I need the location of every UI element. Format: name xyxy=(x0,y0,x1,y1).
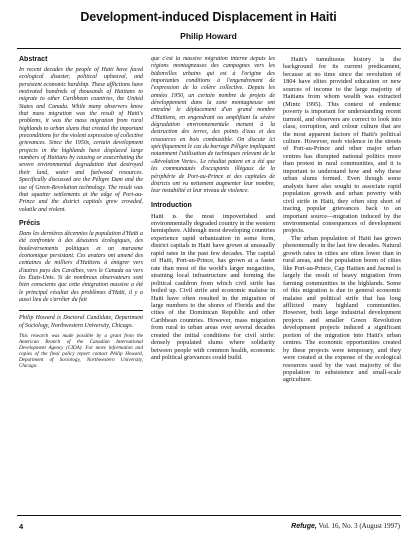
journal-name: Refuge, xyxy=(291,523,317,530)
precis-heading: Précis xyxy=(19,219,41,227)
page-number: 4 xyxy=(19,522,24,531)
column-middle xyxy=(151,56,275,504)
introduction-heading: Introduction xyxy=(151,201,192,209)
precis-text-part-1: Dans les dernières décennies la population d'Haïti a été confrontée à des désastres écologiques, des bouleversements politiques et un marasme économique persistant. Ces avatars ont amené des centaines de milliers d'Haïtiens à émigrer vers d'autres pays des Caraïbes, vers le Canada ou vers les États-Unis. Si de nombreux observateurs sont bien conscients que cette émigration massive a été le principal résultat des problèmes d'Haïti, il y a aussi lieu de s'arrêter du fait xyxy=(19,230,143,303)
introduction-text-part-3: The urban population of Haiti has grown phenomenally in the last few decades. Natural growth rates in cities are often lower than in rural areas, and the population boom of cities like Port-au-Prince, Cap Haitien and Jacmel is largely the result of heavy migration from farming communities in the highlands. Some of this migration is due to general economic malaise and political strife that has long afflicted many highland communities. However, both large industrial development projects and smaller Green Revolution development projects induced a significant portion of the migration into Haiti's urban centres. The economic opportunities created by these projects were temporary, and they were created at the expense of the ecological resources used by the vast majority of the population in subsistence and small-scale agriculture. xyxy=(283,234,401,384)
introduction-text-part-1: Haiti is the most impoverished and environmentally degraded country in the western hemisphere. Although most developing countries experience rapid urbanization in some form, district capitals in Haiti have grown at unusually rapid rates in the past few decades. The capital of Haiti, Port-au-Prince, has grown at a faster rate than most of the world's larger megacities, straining local infrastructure and forming the political cauldron from which civil strife has boiled up. Civil strife and economic malaise in Haiti have often resulted in the migration of large numbers to the shores of Florida and the cities of the Dominican Republic and other Caribbean countries. However, mass migration from rural to urban areas over several decades created the initial conditions for civil strife: densely populated slums where solidarity between people with common health, economic and political grievances could build. xyxy=(151,212,275,362)
funding-note: This research was made possible by a grant from the American Branch of the Canadian International Development Agency (CIDA). For more information and copies of the final policy report contact Philip Howard, Department of Sociology, Northwestern University, Chicago. xyxy=(19,333,143,370)
abstract-text: In recent decades the people of Haiti have faced ecological disaster, political upheaval, and persistent economic hardship. These afflictions have motivated hundreds of thousands of Haitians to migrate to other Caribbean countries, the United States and Canada. While many observers know that mass migration was the result of Haiti's problems, it was the mass migration from rural highlands to urban slums that created the important preconditions for the violent expression of collective grievances. Since the 1950s, certain development projects in the highlands have displaced large numbers of Haitians by causing or exacerbating the severe environmental degradation that destroyed their land, water and fuelwood resources. Specifically discussed are the Péligre Dam and the use of Green-Revolution technology. The result was that squatter settlements at the edge of Port-au-Prince and the district capitals grew crowded, volatile and violent. xyxy=(19,67,143,213)
precis-text-part-2: que c'est la massive migration interne depuis les régions montagneuses des campagnes vers les bidonvilles urbains qui est à l'origine des importantes conditions à l'engendrement de l'expression de la colère collective. Depuis les années 1950, un certain nombre de projets de développement dans la zone montagneuse ont entraîné le déplacement d'un grand nombre d'Haïtiens, en engendrant ou amplifiant la sévère dégradation environnementale menant à la destruction des terres, des points d'eau et des ressources en bois combustible. On discute ici spécifiquement le cas du barrage Péligre impliquant notamment l'utilisation de techniques relevant de la «Révolution Verte». Le résultat patent en a été que les communautés d'occupants illégaux de la périphérie de Port-au-Prince et des capitales de districts ont vu nettement augmenter leur nombre, leur instabilité et leur niveau de violence. xyxy=(151,56,275,195)
author-bio: Philip Howard is Doctoral Candidate, Department of Sociology, Northwestern University, Chicago. xyxy=(19,315,143,329)
column-left xyxy=(19,56,143,504)
bio-divider xyxy=(19,310,143,311)
article-title: Development-induced Displacement in Haiti xyxy=(80,10,337,24)
column-right xyxy=(283,56,401,504)
article-author: Philip Howard xyxy=(180,31,237,41)
footer-rule xyxy=(17,515,401,516)
journal-issue: Vol. 16, No. 3 (August 1997) xyxy=(318,522,400,530)
introduction-text-part-2: Haiti's tumultuous history is the background for its current predicament, because at no time since the revolution of 1804 have elites provided education or new sources of income to the large majority of Haitians from whom wealth was extracted (Mintz 1995). This context of endemic poverty is important for understanding recent turmoil, and observers are correct to look into class, corruption, and colour culture that are the most apparent factors of Haiti's political culture. However, mob violence in the streets of Port-au-Prince and other major urban centres has disrupted national politics more than protest in rural communities, and it is important to understand how and why these urban slums formed. Even though some analysts have also sought to associate rapid population growth and urban poverty with civil strife in Haiti, they often stop short of tracing popular grievances back to an important source—migration induced by the environmental consequences of development projects. xyxy=(283,56,401,235)
journal-citation xyxy=(291,522,400,530)
header-rule xyxy=(17,48,401,49)
abstract-heading: Abstract xyxy=(19,56,48,63)
